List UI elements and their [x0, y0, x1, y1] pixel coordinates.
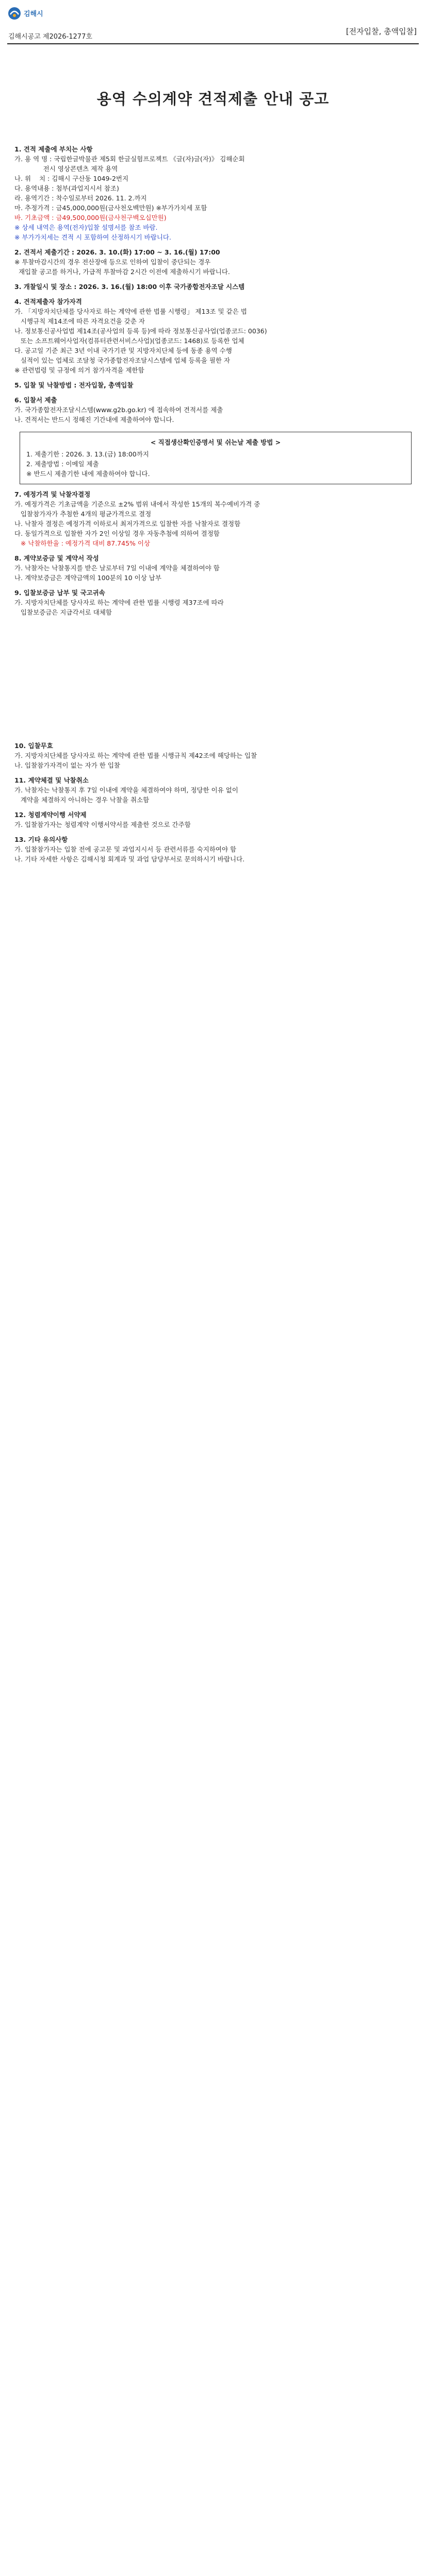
section-line: 입찰보증금은 지급각서로 대체함 [14, 608, 112, 616]
section-heading: 13. 기타 유의사항 [14, 836, 68, 843]
section-heading: 8. 계약보증금 및 계약서 작성 [14, 554, 99, 562]
section-line: 다. 용역내용 : 첨부(과업지시서 참조) [14, 184, 119, 192]
section-heading: 4. 견적제출자 참가자격 [14, 298, 82, 306]
section-line: 가. 「지방자치단체를 당사자로 하는 계약에 관한 법률 시행령」 제13조 및 같은 법 [14, 308, 247, 315]
city-logo [7, 5, 79, 30]
submission-box-line: ※ 반드시 제출기한 내에 제출하여야 합니다. [26, 470, 150, 478]
submission-box-line: 2. 제출방법 : 이메일 제출 [26, 460, 99, 468]
section-line: 나. 기타 자세한 사항은 김해시청 회계과 및 과업 담당부서로 문의하시기 바랍니다. [14, 855, 245, 863]
section-heading: 5. 입찰 및 낙찰방법 : 전자입찰, 총액입찰 [14, 381, 134, 389]
section-line: 다. 동일가격으로 입찰한 자가 2인 이상일 경우 자동추첨에 의하여 결정함 [14, 530, 220, 537]
section-line: 가. 낙찰자는 낙찰통지를 받은 날로부터 7일 이내에 계약을 체결하여야 함 [14, 564, 220, 572]
section-heading: 7. 예정가격 및 낙찰자결정 [14, 490, 91, 498]
section-heading: 3. 개찰일시 및 장소 : 2026. 3. 16.(월) 18:00 이후 국가종합전자조달 시스템 [14, 283, 245, 291]
section-line: 가. 입찰참가자는 입찰 전에 공고문 및 과업지시서 등 관련서류를 숙지하여야 함 [14, 845, 237, 853]
section-heading: 11. 계약체결 및 낙찰취소 [14, 776, 89, 784]
section-line: 다. 공고일 기준 최근 3년 이내 국가기관 및 지방자치단체 등에 동종 용역 수행 [14, 347, 232, 354]
section-line: 전시 영상콘텐츠 제작 용역 [14, 165, 118, 173]
section-line: 시행규칙 제14조에 따른 자격요건을 갖춘 자 [14, 317, 145, 325]
bid-type-tag: [전자입찰, 총액입찰] [346, 27, 417, 36]
header-divider [7, 43, 419, 44]
note-line: ※ 상세 내역은 용역(전자)입찰 설명서를 참조 바람. [14, 224, 158, 231]
section-line: 나. 입찰참가자격이 없는 자가 한 입찰 [14, 761, 120, 769]
section-line: 또는 소프트웨어사업자(컴퓨터관련서비스사업)(업종코드: 1468)로 등록한 업체 [14, 337, 244, 345]
submission-box-title: < 직접생산확인증명서 및 쉬는날 제출 방법 > [150, 438, 281, 446]
section-line: 가. 낙찰자는 낙찰통지 후 7일 이내에 계약을 체결하여야 하며, 정당한 이유 없이 [14, 786, 238, 794]
section-line: 나. 계약보증금은 계약금액의 100분의 10 이상 납부 [14, 574, 161, 582]
section-line: ※ 투찰마감시간의 경우 전산장애 등으로 인하여 입찰이 중단되는 경우 [14, 258, 211, 266]
section-line: 가. 예정가격은 기초금액을 기준으로 ±2% 범위 내에서 작성한 15개의 복수예비가격 중 [14, 500, 260, 508]
section-line: 계약을 체결하지 아니하는 경우 낙찰을 취소함 [14, 796, 150, 804]
section-heading: 10. 입찰무효 [14, 742, 53, 750]
section-line: 입찰참가자가 추첨한 4개의 평균가격으로 결정 [14, 510, 152, 518]
logo-text: 김해시 [24, 10, 43, 18]
section-line: 나. 정보통신공사업법 제14조(공사업의 등록 등)에 따라 정보통신공사업(업종코드: 0036) [14, 327, 267, 335]
section-heading: 2. 견적서 제출기간 : 2026. 3. 10.(화) 17:00 ~ 3. 16.(월) 17:00 [14, 248, 220, 256]
section-line: 가. 지방자치단체를 당사자로 하는 계약에 관한 법률 시행령 제37조에 따라 [14, 599, 224, 606]
submission-box-line: 1. 제출기한 : 2026. 3. 13.(금) 18:00까지 [26, 450, 149, 458]
notice-title: 용역 수의계약 견적제출 안내 공고 [96, 90, 330, 108]
section-heading: 12. 청렴계약이행 서약제 [14, 811, 87, 819]
section-line: 가. 국가종합전자조달시스템(www.g2b.go.kr) 에 접속하여 견적서를 제출 [14, 406, 223, 414]
section-line: 가. 지방자치단체를 당사자로 하는 계약에 관한 법률 시행규칙 제42조에 해당하는 입찰 [14, 752, 257, 759]
note-line: ※ 부가가치세는 견적 시 포함하여 산정하시기 바랍니다. [14, 233, 171, 241]
section-heading: 1. 견적 제출에 부치는 사항 [14, 145, 93, 153]
highlight-line: 바. 기초금액 : 금49,500,000원(금사천구백오십만원) [14, 214, 167, 222]
section-line: 나. 견적서는 반드시 정해진 기간내에 제출하여야 합니다. [14, 416, 174, 423]
section-heading: 6. 입찰서 제출 [14, 396, 57, 404]
section-line: 나. 위 치 : 김해시 구산동 1049-2번지 [14, 175, 129, 182]
page-gap [14, 617, 412, 736]
section-line: 재입찰 공고를 하거나, 가급적 투찰마감 2시간 이전에 제출하시기 바랍니다. [14, 268, 230, 276]
section-line: 나. 낙찰자 결정은 예정가격 이하로서 최저가격으로 입찰한 자를 낙찰자로 결정함 [14, 520, 241, 528]
section-line: 가. 용 역 명 : 국립한글박물관 제5회 한글실험프로젝트 《글(자)글(자)》 김해순회 [14, 155, 245, 163]
section-line: 실적이 있는 업체로 조달청 국가종합전자조달시스템에 업체 등록을 필한 자 [14, 357, 231, 364]
document-number: 김해시공고 제2026-1277호 [8, 33, 92, 41]
section-line: 라. 용역기간 : 착수일로부터 2026. 11. 2.까지 [14, 194, 147, 202]
highlight-line: ※ 낙찰하한율 : 예정가격 대비 87.745% 이상 [14, 539, 151, 547]
section-line: 마. 추정가격 : 금45,000,000원(금사천오백만원) ※부가가치세 포함 [14, 204, 207, 212]
section-line: ※ 관련법령 및 규정에 의거 참가자격을 제한함 [14, 366, 144, 374]
city-emblem-icon [7, 6, 22, 21]
notice-body [14, 139, 412, 864]
section-line: 가. 입찰참가자는 청렴계약 이행서약서를 제출한 것으로 간주함 [14, 821, 191, 828]
submission-box [20, 432, 412, 484]
section-heading: 9. 입찰보증금 납부 및 국고귀속 [14, 589, 105, 597]
